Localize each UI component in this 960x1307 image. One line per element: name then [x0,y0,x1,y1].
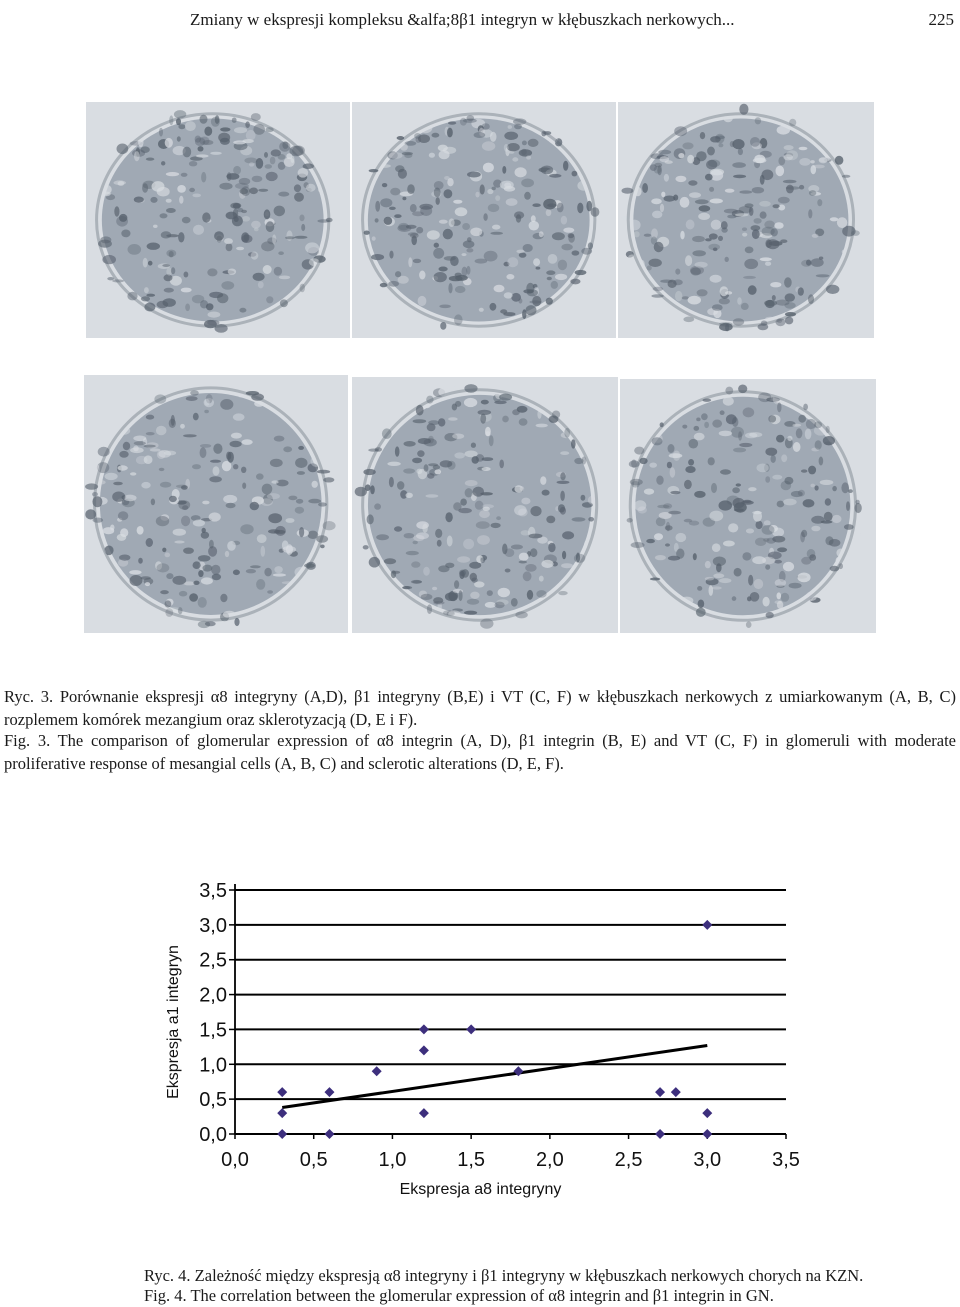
micrograph-texture [84,375,348,633]
data-point [277,1108,287,1118]
y-tick-label: 0,5 [199,1089,227,1112]
x-tick-label: 1,5 [457,1149,486,1171]
scatter-chart-svg [140,855,802,1231]
figure-4-scatter-chart [140,855,802,1231]
micrograph-texture [352,102,616,338]
micrograph-texture [86,102,350,338]
x-axis-title: Ekspresja a8 integryny [399,1181,562,1198]
data-point [324,1129,334,1139]
micrograph-e [352,377,618,633]
data-point [419,1108,429,1118]
y-tick-label: 3,0 [199,914,227,937]
y-tick-label: 3,5 [199,880,227,902]
micrograph-texture [618,102,874,338]
y-tick-label: 1,5 [199,1019,227,1042]
y-axis-title: Ekspresja a1 integryn [165,945,182,1099]
micrograph-b [352,102,616,338]
figure-4-caption-polish: Ryc. 4. Zależność między ekspresją α8 integryny i β1 integryny w kłębuszkach nerkowych chorych na KZN. [144,1266,864,1285]
y-tick-label: 2,5 [199,949,227,972]
data-point [277,1087,287,1097]
data-point [702,920,712,930]
x-tick-label: 3,0 [693,1149,722,1171]
x-tick-label: 2,5 [614,1149,643,1171]
data-point [655,1087,665,1097]
data-point [702,1108,712,1118]
y-tick-label: 1,0 [199,1054,227,1077]
micrograph-texture [352,377,618,633]
x-tick-label: 3,5 [772,1149,800,1171]
data-point [702,1129,712,1139]
x-tick-label: 0,5 [299,1149,328,1171]
running-title: Zmiany w ekspresji kompleksu &alfa;8β1 integryn w kłębuszkach nerkowych... [190,10,735,29]
data-point [671,1087,681,1097]
data-point [419,1045,429,1055]
data-point [655,1129,665,1139]
page-number: 225 [928,10,954,29]
x-tick-label: 2,0 [535,1149,564,1171]
data-point [277,1129,287,1139]
data-point [324,1087,334,1097]
data-point [466,1024,476,1034]
figure-4-caption-english: Fig. 4. The correlation between the glomerular expression of α8 integrin and β1 integrin in GN. [144,1286,774,1305]
data-point [372,1066,382,1076]
micrograph-texture [620,379,876,633]
figure-3-caption-polish: Ryc. 3. Porównanie ekspresji α8 integryny (A,D), β1 integryny (B,E) i VT (C, F) w kłębuszkach nerkowych z umiarkowanym (A, B, C) rozplemem komórek mezangium oraz sklerotyzacją (D, E i F). [4,686,956,729]
x-tick-label: 1,0 [378,1149,407,1171]
running-header [190,10,954,40]
x-tick-label: 0,0 [221,1149,249,1171]
micrograph-c [618,102,874,338]
micrograph-a [86,102,350,338]
figure-3-caption-english: Fig. 3. The comparison of glomerular expression of α8 integrin (A, D), β1 integrin (B, E) and VT (C, F) in glomeruli with moderate proliferative response of mesangial cells (A, B, C) and sclerotic alterations (D, E, F). [4,730,956,773]
data-point [419,1024,429,1034]
micrograph-d [84,375,348,633]
micrograph-f [620,379,876,633]
y-tick-label: 0,0 [199,1124,227,1146]
y-tick-label: 2,0 [199,984,227,1007]
